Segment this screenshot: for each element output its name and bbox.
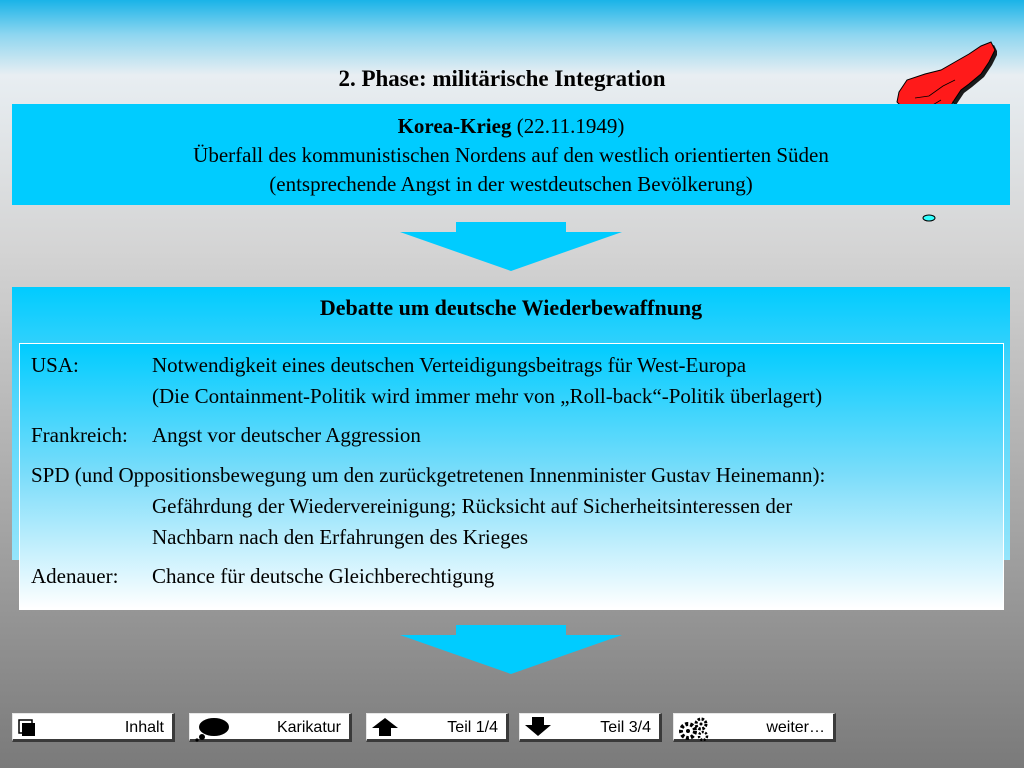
spd-text-3: Nachbarn nach den Erfahrungen des Krieges xyxy=(152,525,529,549)
arrow-up-icon xyxy=(371,716,399,738)
korea-war-date: (22.11.1949) xyxy=(516,114,625,138)
usa-text-2: (Die Containment-Politik wird immer mehr von „Roll-back“-Politik überlagert) xyxy=(152,384,823,408)
down-arrow-2 xyxy=(398,625,624,675)
inhalt-label: Inhalt xyxy=(124,719,164,736)
teil1-button[interactable] xyxy=(366,713,509,742)
contents-icon xyxy=(17,716,39,738)
korea-war-heading: Korea-Krieg xyxy=(397,114,512,138)
speech-bubble-icon xyxy=(194,716,232,742)
teil3-label: Teil 3/4 xyxy=(600,719,651,736)
karikatur-label: Karikatur xyxy=(276,719,341,736)
inhalt-button[interactable] xyxy=(12,713,175,742)
usa-label: USA: xyxy=(31,353,79,377)
debate-heading: Debatte um deutsche Wiederbewaffnung xyxy=(319,295,703,320)
france-text: Angst vor deutscher Aggression xyxy=(152,423,421,447)
adenauer-text: Chance für deutsche Gleichberechtigung xyxy=(152,564,495,588)
teil3-button[interactable] xyxy=(519,713,662,742)
spd-text-2: Gefährdung der Wiedervereinigung; Rücksicht auf Sicherheitsinteressen der xyxy=(152,494,793,518)
usa-text-1: Notwendigkeit eines deutschen Verteidigungsbeitrags für West-Europa xyxy=(152,353,747,377)
arrow-down-icon xyxy=(524,716,552,738)
spd-text-1: SPD (und Oppositionsbewegung um den zurückgetretenen Innenminister Gustav Heinemann): xyxy=(31,463,826,487)
france-label: Frankreich: xyxy=(31,423,128,447)
weiter-button[interactable] xyxy=(673,713,836,742)
adenauer-label: Adenauer: xyxy=(31,564,119,588)
karikatur-button[interactable] xyxy=(189,713,352,742)
slide-title: 2. Phase: militärische Integration xyxy=(338,66,666,91)
korea-war-description: Überfall des kommunistischen Nordens auf den westlich orientierten Süden xyxy=(193,143,829,167)
positions-panel xyxy=(19,343,1004,610)
down-arrow-1 xyxy=(398,222,624,272)
weiter-label: weiter… xyxy=(766,719,825,736)
gears-icon xyxy=(678,716,710,742)
korea-war-box xyxy=(12,104,1010,205)
korea-war-heading-line xyxy=(12,112,1010,141)
jeju-island-shape xyxy=(923,215,935,221)
teil1-label: Teil 1/4 xyxy=(447,719,498,736)
korea-war-consequence: (entsprechende Angst in der westdeutschen Bevölkerung) xyxy=(269,172,753,196)
